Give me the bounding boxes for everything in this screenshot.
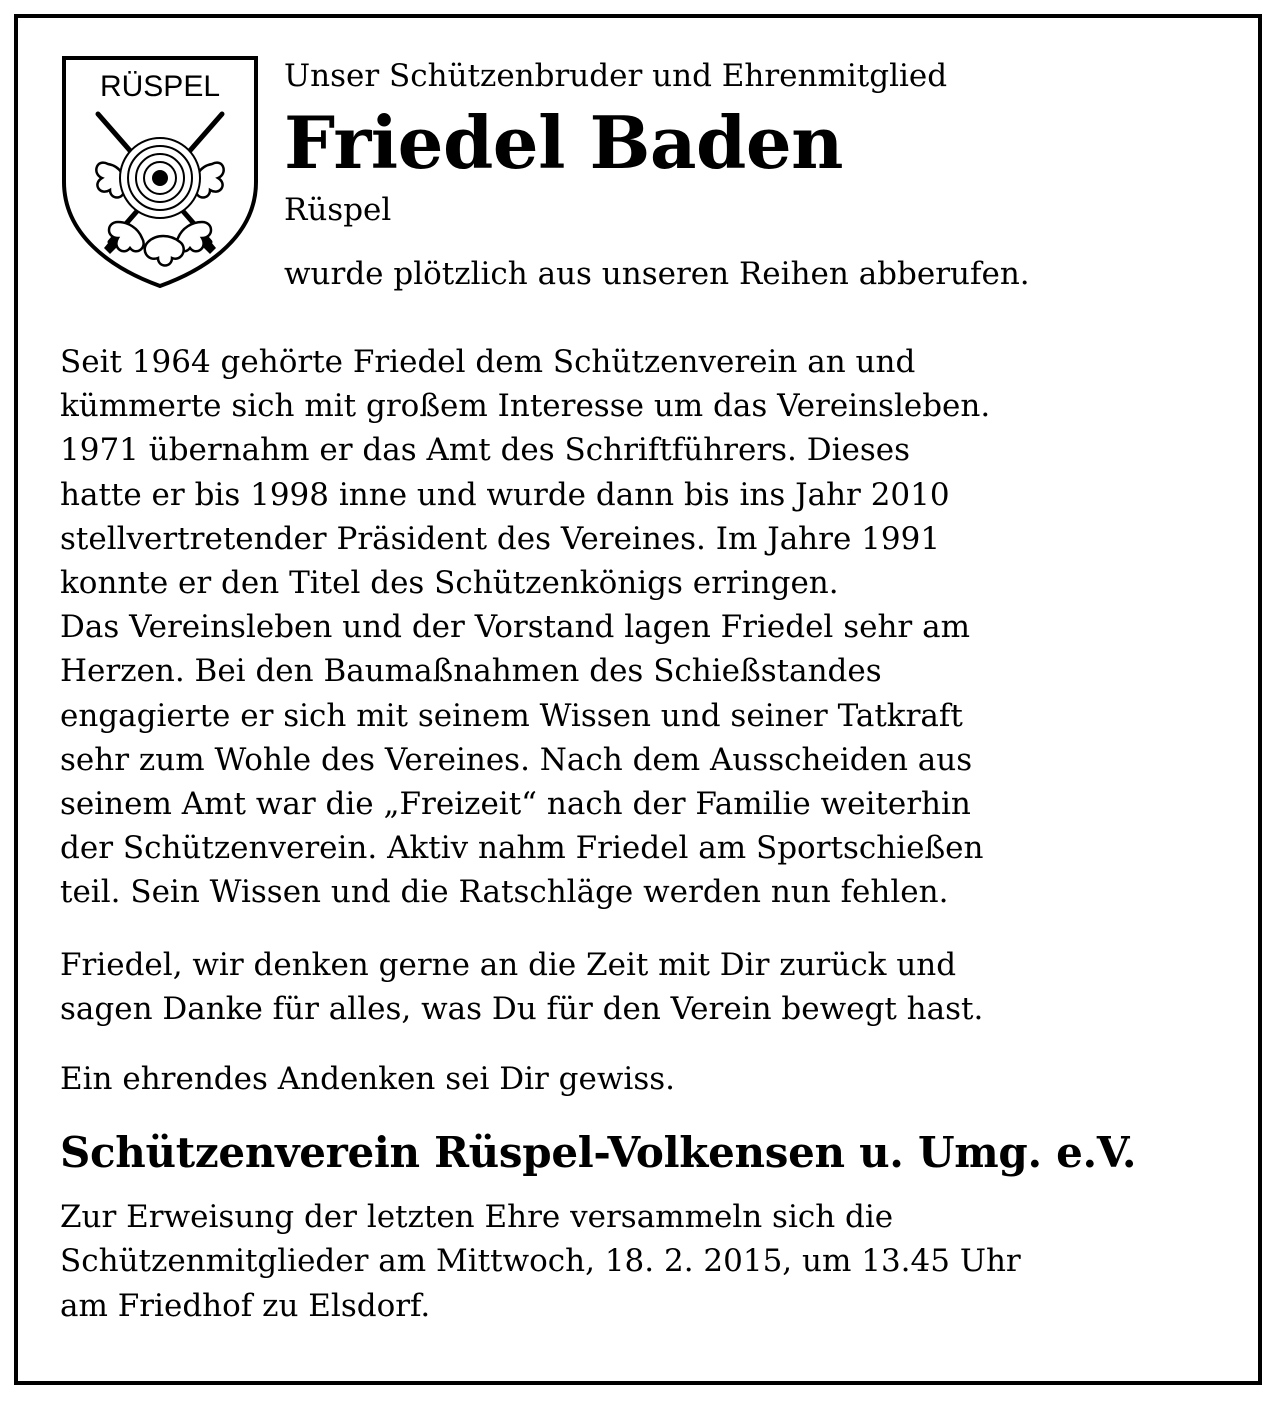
biography-line: sehr zum Wohle des Vereines. Nach dem Ausscheiden aus: [60, 741, 973, 778]
biography-paragraph: [60, 340, 1240, 915]
deceased-name: Friedel Baden: [284, 100, 844, 185]
obituary-notice: [14, 14, 1262, 1385]
funeral-line: Zur Erweisung der letzten Ehre versammeln sich die: [60, 1199, 894, 1236]
thanks-line: sagen Danke für alles, was Du für den Verein bewegt hast.: [60, 990, 984, 1027]
club-crest: [60, 54, 260, 290]
biography-line: kümmerte sich mit großem Interesse um das Vereinsleben.: [60, 388, 991, 425]
remembrance-paragraph: [60, 1057, 1240, 1101]
thanks-paragraph: [60, 943, 1240, 1031]
biography-line: stellvertretender Präsident des Vereines. Im Jahre 1991: [60, 520, 941, 557]
club-signature: Schützenverein Rüspel-Volkensen u. Umg. e.V.: [60, 1128, 1137, 1178]
funeral-line: am Friedhof zu Elsdorf.: [60, 1287, 431, 1324]
funeral-paragraph: [60, 1195, 1240, 1328]
biography-line: konnte er den Titel des Schützenkönigs erringen.: [60, 565, 839, 602]
biography-line: Herzen. Bei den Baumaßnahmen des Schießstandes: [60, 653, 882, 690]
biography-line: Seit 1964 gehörte Friedel dem Schützenverein an und: [60, 344, 916, 380]
biography-line: engagierte er sich mit seinem Wissen und seiner Tatkraft: [60, 697, 963, 734]
biography-line: seinem Amt war die „Freizeit“ nach der Familie weiterhin: [60, 786, 971, 823]
biography-line: teil. Sein Wissen und die Ratschläge werden nun fehlen.: [60, 874, 949, 911]
biography-line: 1971 übernahm er das Amt des Schriftführers. Dieses: [60, 432, 911, 469]
intro-line: Unser Schützenbruder und Ehrenmitglied: [284, 58, 948, 94]
notice-body: [60, 340, 1240, 1328]
thanks-line: Friedel, wir denken gerne an die Zeit mit Dir zurück und: [60, 946, 957, 983]
remembrance-line: Ein ehrendes Andenken sei Dir gewiss.: [60, 1061, 675, 1098]
called-away-line: wurde plötzlich aus unseren Reihen abberufen.: [284, 256, 1030, 292]
biography-line: der Schützenverein. Aktiv nahm Friedel am Sportschießen: [60, 830, 984, 867]
coat-of-arms-icon: [60, 54, 260, 290]
notice-header: [284, 56, 1244, 294]
biography-line: hatte er bis 1998 inne und wurde dann bis ins Jahr 2010: [60, 476, 950, 513]
crest-label: RÜSPEL: [99, 70, 221, 103]
funeral-line: Schützenmitglieder am Mittwoch, 18. 2. 2015, um 13.45 Uhr: [60, 1243, 1021, 1280]
biography-line: Das Vereinsleben und der Vorstand lagen Friedel sehr am: [60, 609, 970, 646]
deceased-place: Rüspel: [284, 192, 392, 228]
